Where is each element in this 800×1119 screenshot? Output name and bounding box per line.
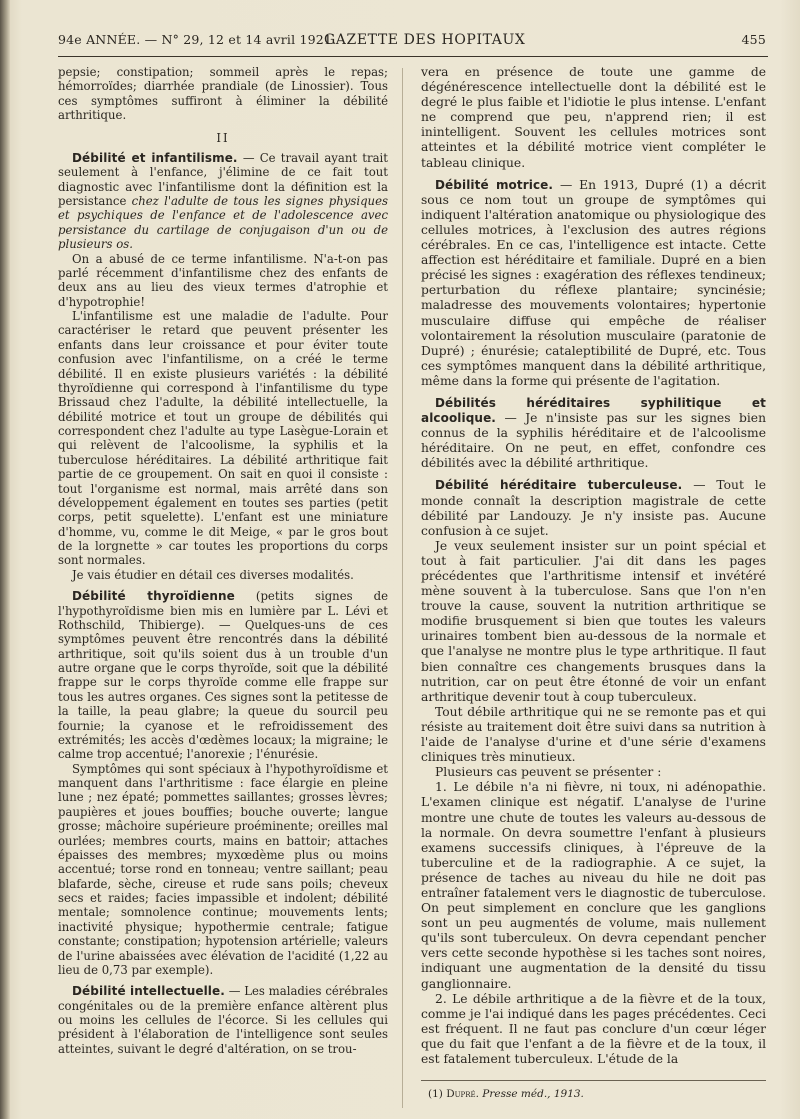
paragraph: Tout débile arthritique qui ne se remonte pas et qui résiste au traitement doit être suivi dans sa nutrition à l'aide de l'analyse d'urine et d'une série d'examens cliniques très minutieux. [421,704,766,765]
paragraph: Débilités héréditaires syphilitique et alcoolique. — Je n'insiste pas sur les signes bien connus de la syphilis héréditaire et de l'alcoolisme héréditaire. On ne peut, en effet, confondre ces débilités avec la débilité arthritique. [421,395,766,471]
page-binding-edge [0,0,10,1119]
paragraph: Débilité intellectuelle. — Les maladies cérébrales congénitales ou de la première enfance altèrent plus ou moins les cellules de l'écorce. Si les cellules qui président à l'élaboration de l'intelligence sont seules atteintes, suivant le degré d'altération, on se trou- [58,984,388,1056]
running-head [58,32,766,52]
left-column [58,65,388,1056]
section-heading: Débilité intellectuelle. [72,984,225,999]
paragraph: Débilité motrice. — En 1913, Dupré (1) a décrit sous ce nom tout un groupe de symptômes qui indiquent l'altération anatomique ou physiologique des cellules motrices, à l'exclusion des autres régions cérébrales. En ce cas, l'intelligence est intacte. Cette affection est héréditaire et familiale. Dupré en a bien précisé les signes : exagération des réflexes tendineux; perturbation du réflexe plantaire; syncinésie; maladresse des mouvements volontaires; hypertonie musculaire diffuse qui empêche de réaliser volontairement la résolution musculaire (paratonie de Dupré) ; énurésie; cataleptibilité de Dupré, etc. Tous ces symptômes manquent dans la débilité arthritique, même dans la forme qui présente de l'agitation. [421,177,767,388]
paragraph: Débilité et infantilisme. — Ce travail ayant trait seulement à l'enfance, j'élimine de ce fait tout diagnostic avec l'infantilisme dont la définition est la persistance chez l'adulte de tous les signes physiques et psychiques de l'enfance et de l'adolescence avec persistance du cartilage de conjugaison d'un ou de plusieurs os. [58,150,388,252]
paragraph: Plusieurs cas peuvent se présenter : [435,765,662,780]
definition-italic: chez l'adulte de tous les signes physiques et psychiques de l'enfance et de l'adolescence avec persistance du cartilage de conjugaison d'un ou de plusieurs os. [58,194,388,252]
section-heading: Débilité thyroïdienne [72,589,235,604]
page-number: 455 [741,32,766,47]
journal-title: GAZETTE DES HOPITAUX [324,32,526,48]
paragraph: vera en présence de toute une gamme de dégénérescence intellectuelle dont la débilité est le degré le plus faible et l'idiotie le plus intense. L'enfant ne comprend que peu, n'apprend rien; il est inintelligent. Souvent les cellules motrices sont atteintes et la débilité motrice vient compléter le tableau clinique. [421,65,766,170]
paragraph: Symptômes qui sont spéciaux à l'hypothyroïdisme et manquent dans l'arthritisme : face élargie en pleine lune ; nez épaté; pommettes saillantes; grosses lèvres; paupières et joues bouffies; bouche ouverte; langue grosse; mâchoire supérieure proéminente; oreilles mal ourlées; membres courts, mains en battoir; attaches épaisses des membres; myxœdème plus ou moins accentué; torse rond en tonneau; ventre saillant; peau blafarde, sèche, cireuse et rude sans poils; cheveux secs et raides; facies impassible et indolent; débilité mentale; somnolence continue; mouvements lents; inactivité physique; hypothermie centrale; fatigue constante; constipation; hypotension artérielle; valeurs de l'urine abaissées avec élévation de l'acidité (1,22 au lieu de 0,73 par exemple). [58,761,388,977]
paragraph: Je veux seulement insister sur un point spécial et tout à fait particulier. J'ai dit dans les pages précédentes que l'arthritisme intensif et invétéré mène souvent à la tuberculose. Sans que l'on n'en trouve la cause, souvent la nutrition arthritique se modifie brusquement si bien que toutes les valeurs urinaires tombent bien au-dessous de la normale et que l'analyse ne montre plus le type arthritique. Il faut bien connaître ces changements brusques dans la nutrition, car on peut être étonné de voir un enfant arthritique devenir tout à coup tuberculeux. [421,538,766,704]
footnote-author: Dupré. [446,1088,479,1100]
paragraph: Débilité héréditaire tuberculeuse. — Tout le monde connaît la description magistrale de cette débilité par Landouzy. Je n'y insiste pas. Aucune confusion à ce sujet. [421,478,766,538]
paragraph: Débilité thyroïdienne (petits signes de l'hypothyroïdisme bien mis en lumière par L. Lévi et Rothschild, Thibierge). — Quelques-uns de ces symptômes peuvent être rencontrés dans la débilité arthritique, soit qu'ils soient dus à un trouble d'un autre organe que le corps thyroïde, soit que la débilité frappe sur le corps thyroïde comme elle frappe sur tous les autres organes. Ces signes sont la petitesse de la taille, la peau glabre; la queue du sourcil peu fournie; la cyanose et le refroidissement des extrémités; les accès d'œdèmes locaux; la migraine; le calme trop accentué; l'anorexie ; l'énurésie. [58,589,388,762]
footnote-rule [421,1080,766,1081]
paragraph: L'infantilisme est une maladie de l'adulte. Pour caractériser le retard que peuvent présenter les enfants dans leur croissance et pour éviter toute confusion avec l'infantilisme, on a créé le terme débilité. Il en existe plusieurs variétés : la débilité thyroïdienne qui correspond à l'infantilisme du type Brissaud chez l'adulte, la débilité intellectuelle, la débilité motrice et tout un groupe de débilités qui correspondent chez l'adulte au type Lasègue-Lorain et qui relèvent de l'alcoolisme, la syphilis et la tuberculose héréditaires. La débilité arthritique fait partie de ce groupement. On sait en quoi il consiste : tout l'organisme est normal, mais arrêté dans son développement également en toutes ses parties (petit corps, petit squelette). L'enfant est une miniature d'homme, vu, comme le dit Meige, « par le gros bout de la lorgnette » car toutes les proportions du corps sont normales. [58,309,388,568]
footnote: (1) Dupré. Presse méd., 1913. [428,1088,584,1100]
paragraph: Je vais étudier en détail ces diverses modalités. [72,567,354,582]
footnote-source: Presse méd., 1913. [478,1088,584,1100]
paragraph: 2. Le débile arthritique a de la fièvre et de la toux, comme je l'ai indiqué dans les pages précédentes. Ceci est fréquent. Il ne faut pas conclure d'un cœur léger que du fait que l'enfant a de la fièvre et de la toux, il est fatalement tuberculeux. L'étude de la [421,991,766,1066]
section-number: II [216,130,230,145]
section-heading: Débilité et infantilisme. [72,150,238,165]
column-divider [402,68,403,1108]
paragraph: On a abusé de ce terme infantilisme. N'a-t-on pas parlé récemment d'infantilisme chez des enfants de deux ans au lieu des vieux termes d'atrophie et d'hypotrophie! [58,251,388,309]
header-rule [58,56,768,57]
section-heading: Débilité héréditaire tuberculeuse. [435,478,683,493]
issue-info: 94e ANNÉE. — N° 29, 12 et 14 avril 1921. [58,32,337,47]
section-heading: Débilité motrice. [435,177,554,192]
paragraph: 1. Le débile n'a ni fièvre, ni toux, ni adénopathie. L'examen clinique est négatif. L'analyse de l'urine montre une chute de toutes les valeurs au-dessous de la normale. On devra soumettre l'enfant à plusieurs examens successifs cliniques, à l'épreuve de la tuberculine et de la radiographie. A ce sujet, la présence de taches au niveau du hile ne doit pas entraîner fatalement vers le diagnostic de tuberculose. On peut simplement en conclure que les ganglions sont un peu augmentés de volume, mais nullement qu'ils sont tuberculeux. On devra cependant pencher vers cette seconde hypothèse si les taches sont noires, indiquant une augmentation de la densité du tissu ganglionnaire. [421,780,766,991]
paragraph: pepsie; constipation; sommeil après le repas; hémorroïdes; diarrhée prandiale (de Linossier). Tous ces symptômes suffiront à éliminer la débilité arthritique. [58,65,388,123]
right-column [421,65,766,1067]
section-heading: Débilités héréditaires syphilitique et alcoolique. [421,395,766,426]
